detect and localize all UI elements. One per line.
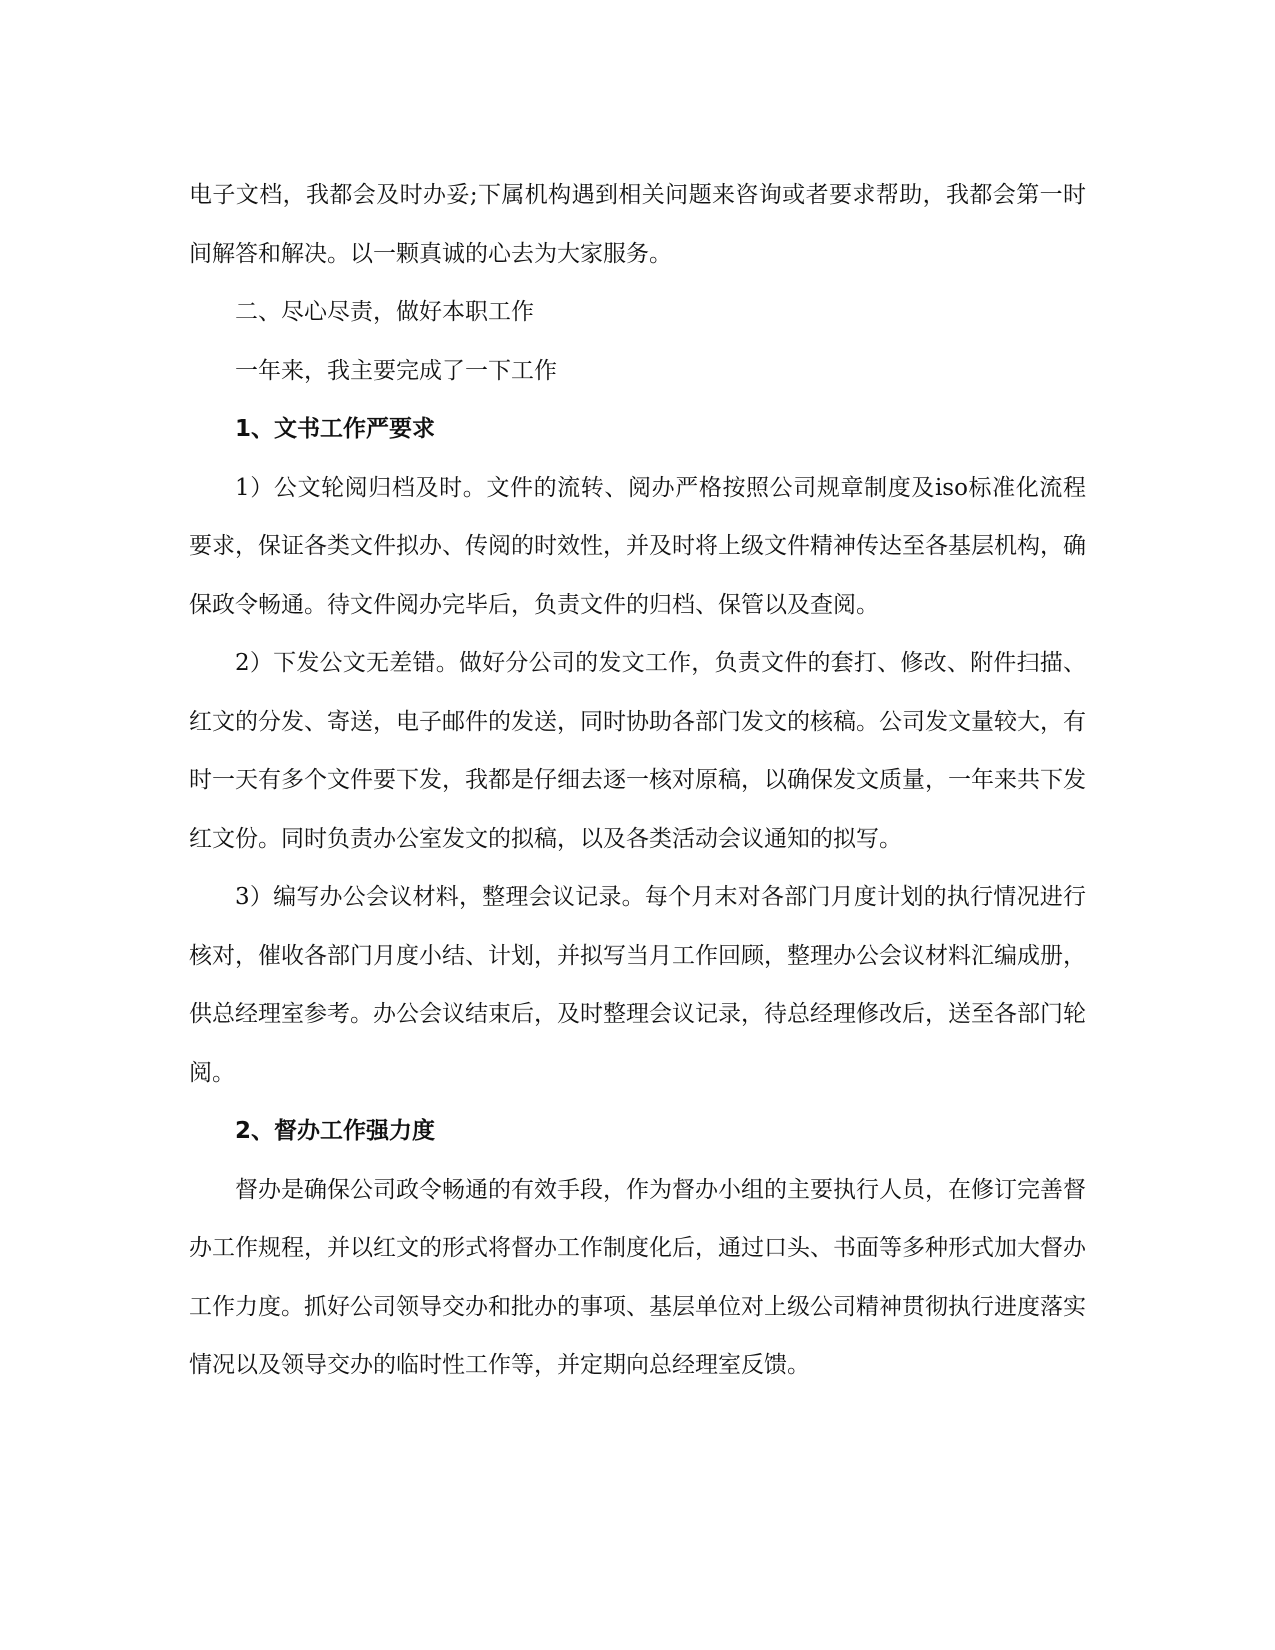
- paragraph-supervision: 督办是确保公司政令畅通的有效手段，作为督办小组的主要执行人员，在修订完善督办工作规程，并以红文的形式将督办工作制度化后，通过口头、书面等多种形式加大督办工作力度。抓好公司领导交办和批办的事项、基层单位对上级公司精神贯彻执行进度落实情况以及领导交办的临时性工作等，并定期向总经理室反馈。: [189, 1176, 1086, 1378]
- paragraph-continuation: 电子文档，我都会及时办妥;下属机构遇到相关问题来咨询或者要求帮助，我都会第一时间解答和解决。以一颗真诚的心去为大家服务。: [189, 182, 1086, 267]
- subheading-supervision-work: 2、督办工作强力度: [235, 1118, 436, 1144]
- paragraph-intro: 一年来，我主要完成了一下工作: [235, 357, 557, 384]
- paragraph-item-3: 3）编写办公会议材料，整理会议记录。每个月末对各部门月度计划的执行情况进行核对，催收各部门月度小结、计划，并拟写当月工作回顾，整理办公会议材料汇编成册，供总经理室参考。办公会议结束后，及时整理会议记录，待总经理修改后，送至各部门轮阅。: [189, 884, 1086, 1086]
- section-heading-2: 二、尽心尽责，做好本职工作: [235, 299, 534, 325]
- paragraph-item-1: 1）公文轮阅归档及时。文件的流转、阅办严格按照公司规章制度及iso标准化流程要求，保证各类文件拟办、传阅的时效性，并及时将上级文件精神传达至各基层机构，确保政令畅通。待文件阅办完毕后，负责文件的归档、保管以及查阅。: [189, 474, 1086, 618]
- paragraph-item-2: 2）下发公文无差错。做好分公司的发文工作，负责文件的套打、修改、附件扫描、红文的分发、寄送，电子邮件的发送，同时协助各部门发文的核稿。公司发文量较大，有时一天有多个文件要下发，我都是仔细去逐一核对原稿，以确保发文质量，一年来共下发红文份。同时负责办公室发文的拟稿，以及各类活动会议通知的拟写。: [189, 650, 1086, 852]
- subheading-document-work: 1、文书工作严要求: [235, 416, 436, 442]
- document-body: [189, 166, 1086, 1395]
